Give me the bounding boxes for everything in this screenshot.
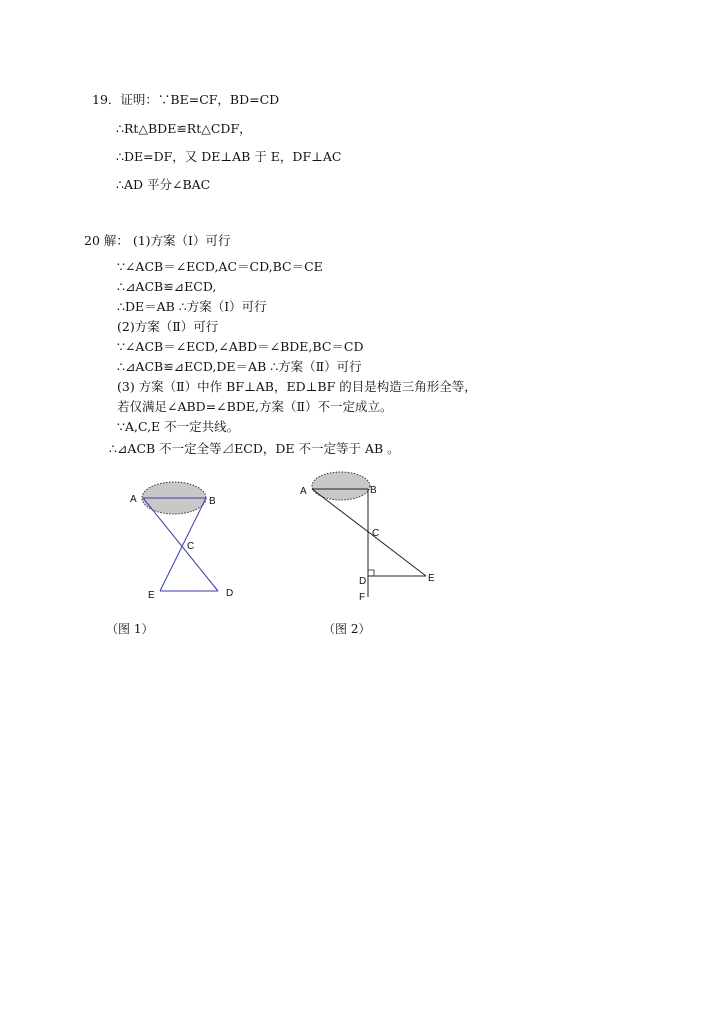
fig1-label-a: A — [130, 494, 137, 505]
figure-1 — [120, 474, 250, 609]
p20-line-4: ∴DE＝AB ∴方案（Ⅰ）可行 — [117, 299, 267, 314]
fig2-label-b: B — [370, 485, 377, 496]
p20-line-2: ∵∠ACB＝∠ECD,AC＝CD,BC＝CE — [117, 259, 323, 274]
p19-line-2: ∴Rt△BDE≌Rt△CDF， — [116, 121, 252, 136]
p20-line-9: 若仅满足∠ABD=∠BDE,方案（Ⅱ）不一定成立。 — [117, 399, 393, 414]
p20-line-6: ∵∠ACB＝∠ECD,∠ABD＝∠BDE,BC＝CD — [117, 339, 364, 354]
p20-line-5: (2)方案（Ⅱ）可行 — [117, 319, 219, 334]
p20-line-10: ∵A,C,E 不一定共线。 — [117, 419, 240, 434]
fig2-right-angle-mark — [368, 570, 374, 576]
p20-line-8: (3) 方案（Ⅱ）中作 BF⊥AB，ED⊥BF 的目是构造三角形全等， — [117, 379, 477, 394]
fig1-label-b: B — [209, 496, 216, 507]
p19-line-3: ∴DE=DF，又 DE⊥AB 于 E，DF⊥AC — [116, 149, 342, 164]
fig1-label-e: E — [148, 590, 155, 601]
fig2-label-a: A — [300, 486, 307, 497]
fig2-label-e: E — [428, 573, 435, 584]
fig2-segment-ae — [312, 489, 426, 576]
fig2-label-d: D — [359, 576, 367, 587]
fig1-label-c: C — [187, 541, 195, 552]
figure-1-caption: （图 1） — [106, 622, 154, 636]
figure-2 — [290, 464, 450, 604]
fig1-label-d: D — [226, 588, 234, 599]
p20-line-3: ∴⊿ACB≌⊿ECD, — [117, 279, 217, 294]
figure-2-caption: （图 2） — [323, 622, 371, 636]
fig2-label-c: C — [372, 528, 380, 539]
p20-line-7: ∴⊿ACB≌⊿ECD,DE＝AB ∴方案（Ⅱ）可行 — [117, 359, 362, 374]
p19-line-4: ∴AD 平分∠BAC — [116, 177, 211, 192]
p20-line-11: ∴⊿ACB 不一定全等⊿ECD，DE 不一定等于 AB 。 — [109, 441, 400, 456]
p20-line-1: 20 解： (1)方案（Ⅰ）可行 — [84, 233, 231, 248]
fig2-label-f: F — [359, 592, 366, 603]
p19-line-1: 19．证明：∵BE=CF，BD=CD — [92, 92, 280, 107]
